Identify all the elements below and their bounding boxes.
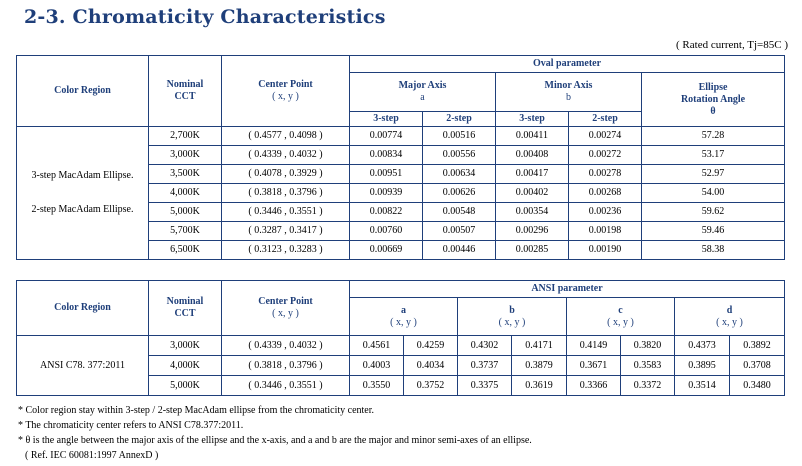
a3-cell: 0.00939 [350,184,423,203]
col-color-region: Color Region [17,56,149,127]
cct-cell: 2,700K [149,127,222,146]
a2-cell: 0.00556 [423,146,496,165]
by-cell: 0.3879 [512,356,567,376]
ax-cell: 0.4561 [350,336,404,356]
center-cell: ( 0.4339 , 0.4032 ) [222,146,350,165]
cct-cell: 6,500K [149,241,222,260]
bx-cell: 0.4302 [458,336,512,356]
region-cell: ANSI C78. 377:2011 [17,336,149,396]
bx-cell: 0.3737 [458,356,512,376]
ay-cell: 0.3752 [404,376,458,396]
col-ansi-d: d ( x, y ) [675,298,785,336]
dy-cell: 0.3892 [730,336,785,356]
b2-cell: 0.00278 [569,165,642,184]
cct-cell: 5,000K [149,376,222,396]
col-ellipse-rotation: Ellipse Rotation Angle θ [642,73,785,127]
bx-cell: 0.3375 [458,376,512,396]
col-nominal-cct: Nominal CCT [149,281,222,336]
cy-cell: 0.3372 [621,376,675,396]
dy-cell: 0.3480 [730,376,785,396]
b3-cell: 0.00354 [496,203,569,222]
cct-cell: 3,000K [149,336,222,356]
a2-cell: 0.00634 [423,165,496,184]
ay-cell: 0.4259 [404,336,458,356]
footnote: * Color region stay within 3-step / 2-step MacAdam ellipse from the chromaticity center. [18,405,375,416]
cct-cell: 4,000K [149,184,222,203]
a3-cell: 0.00669 [350,241,423,260]
theta-cell: 57.28 [642,127,785,146]
theta-cell: 59.46 [642,222,785,241]
cx-cell: 0.3671 [567,356,621,376]
center-cell: ( 0.3818 , 0.3796 ) [222,184,350,203]
center-cell: ( 0.4339 , 0.4032 ) [222,336,350,356]
region-cell: 3-step MacAdam Ellipse. 2-step MacAdam Ellipse. [17,127,149,260]
cct-cell: 5,000K [149,203,222,222]
center-cell: ( 0.4078 , 0.3929 ) [222,165,350,184]
cct-cell: 3,000K [149,146,222,165]
cx-cell: 0.4149 [567,336,621,356]
center-cell: ( 0.4577 , 0.4098 ) [222,127,350,146]
col-minor-axis: Minor Axis b [496,73,642,112]
table-row [17,336,785,356]
b3-cell: 0.00417 [496,165,569,184]
center-cell: ( 0.3287 , 0.3417 ) [222,222,350,241]
oval-parameter-table [16,55,785,260]
dx-cell: 0.3514 [675,376,730,396]
rated-current-note: ( Rated current, Tj=85C ) [676,39,788,51]
a3-cell: 0.00760 [350,222,423,241]
center-cell: ( 0.3446 , 0.3551 ) [222,376,350,396]
col-ansi-c: c ( x, y ) [567,298,675,336]
col-oval-parameter: Oval parameter [350,56,785,73]
col-ansi-parameter: ANSI parameter [350,281,785,298]
col-a-2step: 2-step [423,112,496,127]
col-major-axis: Major Axis a [350,73,496,112]
b3-cell: 0.00285 [496,241,569,260]
dx-cell: 0.3895 [675,356,730,376]
theta-cell: 59.62 [642,203,785,222]
ax-cell: 0.3550 [350,376,404,396]
by-cell: 0.3619 [512,376,567,396]
b2-cell: 0.00198 [569,222,642,241]
footnote: ( Ref. IEC 60081:1997 AnnexD ) [25,450,159,461]
cx-cell: 0.3366 [567,376,621,396]
center-cell: ( 0.3818 , 0.3796 ) [222,356,350,376]
col-b-2step: 2-step [569,112,642,127]
theta-cell: 54.00 [642,184,785,203]
cct-cell: 5,700K [149,222,222,241]
footnotes [18,403,532,463]
b2-cell: 0.00236 [569,203,642,222]
theta-cell: 53.17 [642,146,785,165]
col-a-3step: 3-step [350,112,423,127]
b3-cell: 0.00411 [496,127,569,146]
ay-cell: 0.4034 [404,356,458,376]
center-cell: ( 0.3446 , 0.3551 ) [222,203,350,222]
col-ansi-b: b ( x, y ) [458,298,567,336]
a3-cell: 0.00834 [350,146,423,165]
a2-cell: 0.00446 [423,241,496,260]
cy-cell: 0.3583 [621,356,675,376]
theta-cell: 58.38 [642,241,785,260]
cy-cell: 0.3820 [621,336,675,356]
a2-cell: 0.00626 [423,184,496,203]
by-cell: 0.4171 [512,336,567,356]
a2-cell: 0.00548 [423,203,496,222]
a2-cell: 0.00516 [423,127,496,146]
col-color-region: Color Region [17,281,149,336]
b2-cell: 0.00274 [569,127,642,146]
a2-cell: 0.00507 [423,222,496,241]
ansi-parameter-table [16,280,785,396]
cct-cell: 4,000K [149,356,222,376]
b3-cell: 0.00408 [496,146,569,165]
col-ansi-a: a ( x, y ) [350,298,458,336]
page-title: 2-3. Chromaticity Characteristics [24,6,386,28]
footnote: * The chromaticity center refers to ANSI C78.377:2011. [18,420,244,431]
col-center-point: Center Point ( x, y ) [222,56,350,127]
cct-cell: 3,500K [149,165,222,184]
b2-cell: 0.00272 [569,146,642,165]
b2-cell: 0.00268 [569,184,642,203]
dx-cell: 0.4373 [675,336,730,356]
a3-cell: 0.00951 [350,165,423,184]
dy-cell: 0.3708 [730,356,785,376]
center-cell: ( 0.3123 , 0.3283 ) [222,241,350,260]
theta-cell: 52.97 [642,165,785,184]
b3-cell: 0.00402 [496,184,569,203]
ax-cell: 0.4003 [350,356,404,376]
b2-cell: 0.00190 [569,241,642,260]
col-b-3step: 3-step [496,112,569,127]
col-center-point: Center Point ( x, y ) [222,281,350,336]
col-nominal-cct: Nominal CCT [149,56,222,127]
b3-cell: 0.00296 [496,222,569,241]
table-row [17,127,785,146]
footnote: * θ is the angle between the major axis of the ellipse and the x-axis, and a and b are the major and minor semi-axes of an ellipse. [18,435,532,446]
a3-cell: 0.00822 [350,203,423,222]
a3-cell: 0.00774 [350,127,423,146]
